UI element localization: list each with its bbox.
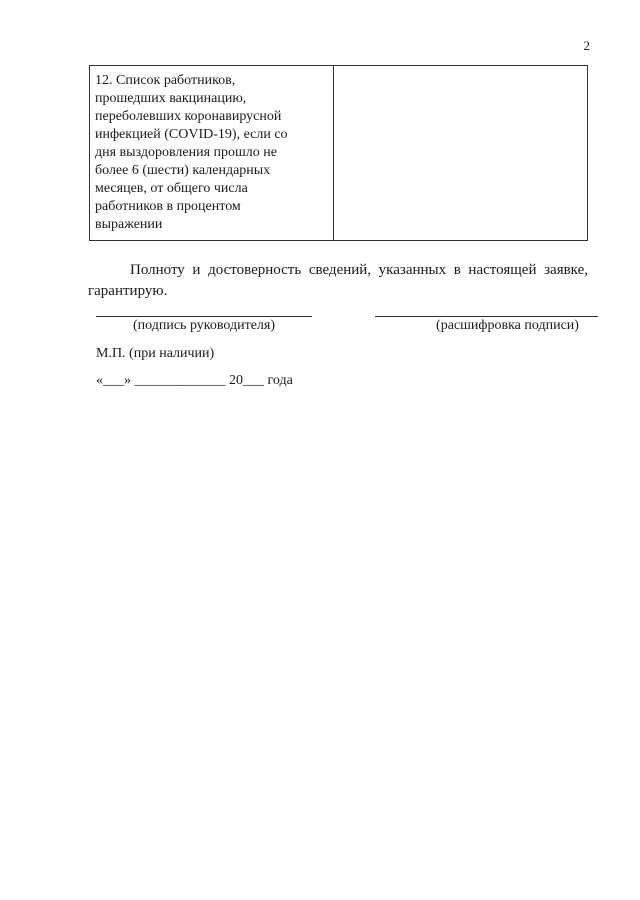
date-line[interactable]: «___» _____________ 20___ года xyxy=(96,373,293,388)
table-cell-value[interactable] xyxy=(334,66,587,240)
signature-line-decoding[interactable] xyxy=(375,316,598,317)
form-table xyxy=(89,65,588,241)
signature-caption-head: (подпись руководителя) xyxy=(132,318,275,333)
table-cell-label: 12. Список работников, прошедших вакцинацию, переболевших коронавирусной инфекцией (COVID-19), если со дня выздоровления прошло не более 6 (шести) календарных месяцев, от общего числа работников в процентом выражении xyxy=(90,66,334,240)
signature-line-head[interactable] xyxy=(96,316,312,317)
declaration-text: Полноту и достоверность сведений, указанных в настоящей заявке, гарантирую. xyxy=(88,262,588,299)
stamp-text: М.П. (при наличии) xyxy=(96,346,215,361)
signature-caption-decoding: (расшифровка подписи) xyxy=(436,318,579,333)
page-number: 2 xyxy=(583,38,590,53)
